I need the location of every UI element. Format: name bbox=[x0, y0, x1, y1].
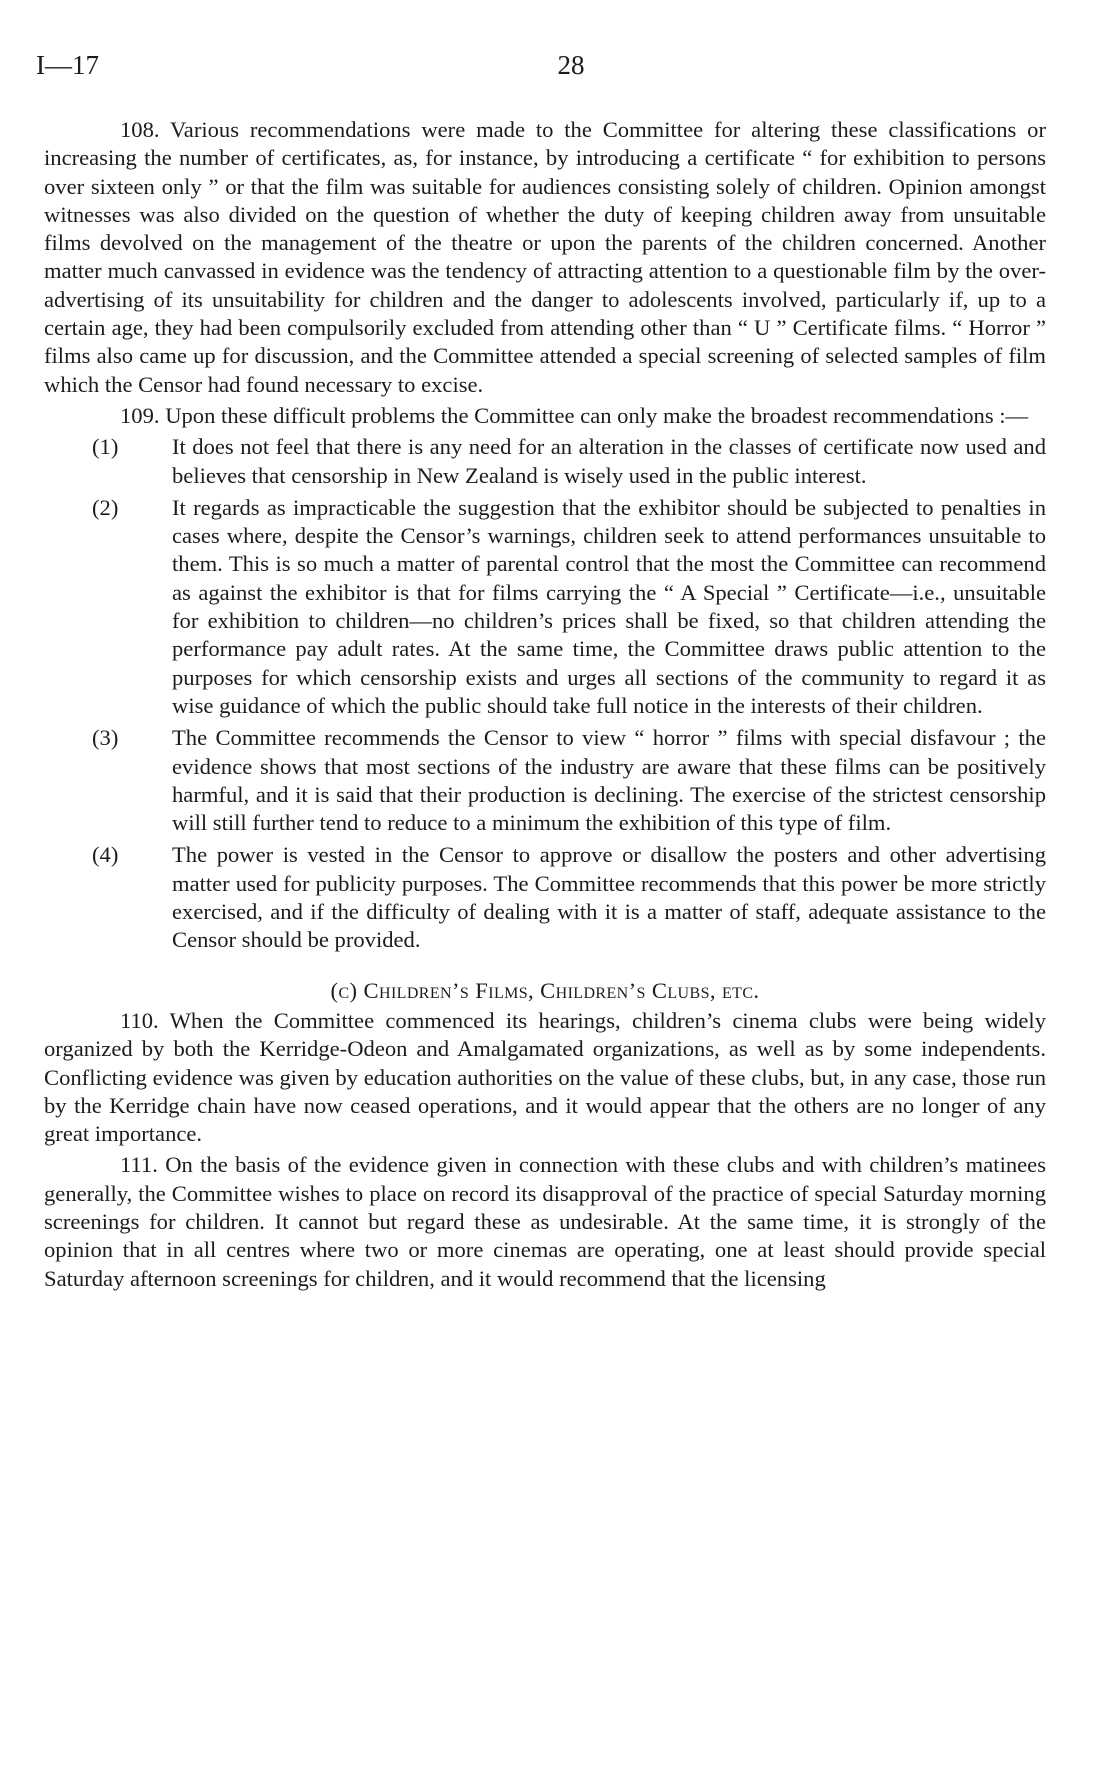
section-heading: (c) Children’s Films, Children’s Clubs, etc. bbox=[330, 977, 760, 1003]
list-item-number: (3) bbox=[92, 725, 119, 751]
list-item-number: (4) bbox=[92, 842, 119, 868]
list-item-text: It regards as impracticable the suggestion that the exhibitor should be subjected to penalties in cases where, despite the Censor’s warnings, children seek to attend performances unsuitable to them. This is so much a matter of parental control that the most the Committee can recommend as against the exhibitor is that for films carrying the “ A Special ” Certificate—i.e., unsuitable for exhibition to children—no children’s prices shall be fixed, so that children attending the performance pay adult rates. At the same time, the Committee draws public attention to the purposes for which censorship exists and urges all sections of the community to regard it as wise guidance of which the public should take full notice in the interests of their children. bbox=[172, 494, 1046, 718]
body-text bbox=[44, 116, 1046, 1296]
list-item bbox=[44, 433, 1046, 490]
list-item bbox=[44, 841, 1046, 954]
page-header bbox=[32, 50, 1052, 90]
list-item-text: The Committee recommends the Censor to view “ horror ” films with special disfavour ; the evidence shows that most sections of the industry are aware that these films can be positively harmful, and it is said that their production is declining. The exercise of the strictest censorship will still further tend to reduce to a minimum the exhibition of this type of film. bbox=[172, 725, 1046, 836]
page-number: 28 bbox=[557, 50, 585, 80]
list-item-text: The power is vested in the Censor to approve or disallow the posters and other advertising matter used for publicity purposes. The Committee recommends that this power be more strictly exercised, and if the difficulty of dealing with it is a matter of staff, adequate assistance to the Censor should be provided. bbox=[172, 842, 1046, 953]
list-item-number: (1) bbox=[92, 434, 119, 460]
list-item bbox=[44, 724, 1046, 837]
paragraph-110: 110. When the Committee commenced its hearings, children’s cinema clubs were being widely organized by both the Kerridge-Odeon and Amalgamated organizations, as well as by some independents. Conflicting evidence was given by education authorities on the value of these clubs, but, in any case, those run by the Kerridge chain have now ceased operations, and it would appear that the others are no longer of any great importance. bbox=[44, 1007, 1046, 1147]
document-reference: I—17 bbox=[36, 50, 99, 80]
paragraph-108: 108. Various recommendations were made to the Committee for altering these classifications or increasing the number of certificates, as, for instance, by introducing a certificate “ for exhibition to persons over sixteen only ” or that the film was suitable for audiences consisting solely of children. Opinion amongst witnesses was also divided on the question of whether the duty of keeping children away from unsuitable films devolved on the management of the theatre or upon the parents of the children concerned. Another matter much canvassed in evidence was the tendency of attracting attention to a questionable film by the over-advertising of its unsuitability for children and the danger to adolescents involved, particularly if, up to a certain age, they had been compulsorily excluded from attending other than “ U ” Certificate films. “ Horror ” films also came up for discussion, and the Committee attended a special screening of selected samples of film which the Censor had found necessary to excise. bbox=[44, 117, 1046, 397]
list-item-text: It does not feel that there is any need for an alteration in the classes of certificate now used and believes that censorship in New Zealand is wisely used in the public interest. bbox=[172, 434, 1046, 488]
list-item bbox=[44, 494, 1046, 720]
list-item-number: (2) bbox=[92, 494, 119, 520]
paragraph-111: 111. On the basis of the evidence given in connection with these clubs and with children’s matinees generally, the Committee wishes to place on record its disapproval of the practice of special Saturday morning screenings for children. It cannot but regard these as undesirable. At the same time, it is strongly of the opinion that in all centres where two or more cinemas are operating, one at least should provide special Saturday afternoon screenings for children, and it would recommend that the licensing bbox=[44, 1152, 1046, 1291]
paragraph-109: 109. Upon these difficult problems the Committee can only make the broadest recommendations :— bbox=[120, 402, 1029, 428]
recommendations-list bbox=[44, 433, 1046, 954]
